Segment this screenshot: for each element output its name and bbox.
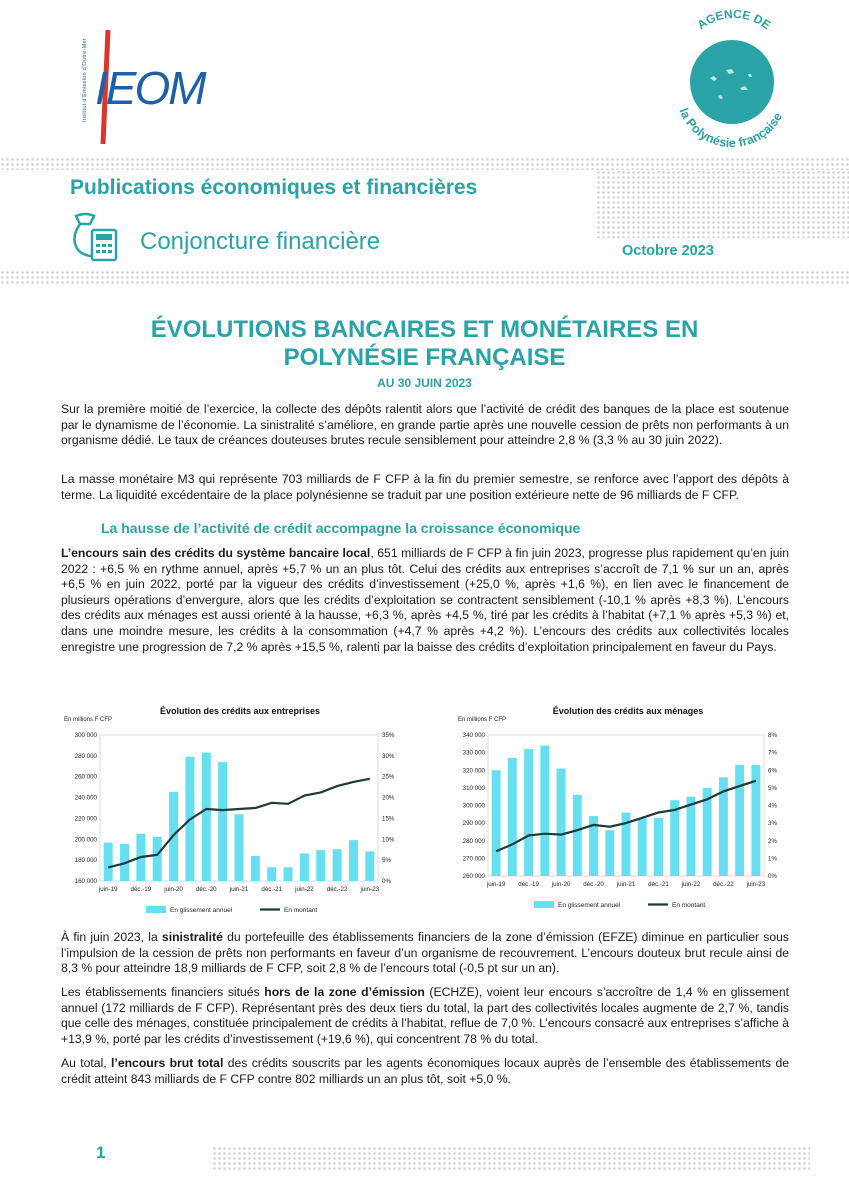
bar-glissement [524, 749, 533, 876]
bar-glissement [153, 837, 162, 881]
bar-glissement [218, 762, 227, 881]
seal-top-text: AGENCE DE [694, 8, 774, 33]
right-tick-label: 4% [768, 802, 777, 810]
x-tick-label: déc.-22 [326, 886, 348, 893]
x-tick-label: juin-21 [616, 881, 636, 888]
right-tick-label: 0% [382, 878, 391, 885]
bar-glissement [686, 797, 695, 876]
bar-glissement [333, 849, 342, 881]
section-paragraph [61, 546, 789, 655]
bar-glissement [654, 818, 663, 876]
intro-paragraph-1: Sur la première moitié de l’exercice, la collecte des dépôts ralentit alors que l’activité de crédit des banques de la place est soutenue par le dynamisme de l’économie. La sinistralité s’améliore, en grande partie après une nouvelle cession de prêts non performants à un organisme dédié. Le taux de créances douteuses brutes recule sensiblement pour atteindre 2,8 % (3,3 % au 30 juin 2022). [61, 402, 789, 448]
right-tick-label: 5% [382, 857, 391, 865]
left-tick-label: 280 000 [74, 752, 97, 760]
conjoncture-title: Conjoncture financière [140, 228, 381, 255]
x-tick-label: juin-20 [551, 881, 571, 888]
section-paragraph-text: , 651 milliards de F CFP à fin juin 2023, progresse plus rapidement qu’en juin 2022 : +6,5 % en rythme annuel, après +5,7 % un an plus tôt. Celui des crédits aux entreprises s’accroît de 7,1 % sur un an, après +6,5 % en juin 2022, porté par la vigueur des crédits d’investissement (+25,0 %, après +1,6 %), en lien avec le financement de plusieurs opérations d’envergure, alors que les crédits d’exploitation se contractent sensiblement (-10,1 % après +8,3 %). L’encours des crédits aux ménages est aussi orienté à la hausse, +6,3 %, après +4,5 %, tiré par les crédits à l’habitat (+7,1 % après +5,3 %) et, dans une moindre mesure, les crédits à la consommation (+4,7 % après +4,2 %). L’encours des crédits aux collectivités locales enregistre une progression de 7,2 % après +15,5 %, ralenti par la baisse des crédits d’exploitation principalement en faveur du Pays. [61, 546, 789, 654]
x-tick-label: déc.-21 [648, 881, 669, 888]
legend-label-bar: En glissement annuel [558, 902, 621, 909]
left-tick-label: 160 000 [74, 878, 97, 885]
title-line-2: POLYNÉSIE FRANÇAISE [283, 344, 566, 371]
x-tick-label: déc.-20 [583, 881, 604, 888]
left-tick-label: 300 000 [462, 802, 485, 810]
bar-glissement [557, 768, 566, 876]
right-tick-label: 2% [768, 837, 777, 845]
right-tick-label: 20% [382, 794, 395, 802]
left-tick-label: 260 000 [462, 873, 485, 880]
left-tick-label: 180 000 [74, 857, 97, 865]
total-bold: l’encours brut total [111, 1056, 224, 1070]
x-tick-label: déc.-19 [518, 881, 539, 888]
left-tick-label: 200 000 [74, 836, 97, 844]
x-tick-label: déc.-22 [713, 881, 734, 888]
bar-glissement [670, 800, 679, 876]
bar-glissement [540, 746, 549, 876]
bar-glissement [508, 758, 517, 876]
right-tick-label: 3% [768, 820, 777, 828]
dotted-band-bottom [0, 270, 849, 286]
legend-label-line: En montant [672, 902, 706, 909]
left-tick-label: 320 000 [462, 767, 485, 775]
seal-bottom-text: la Polynésie française [676, 106, 786, 151]
sinistralite-bold: sinistralité [161, 930, 223, 944]
left-tick-label: 270 000 [462, 855, 485, 863]
legend-label-bar: En glissement annuel [170, 907, 233, 914]
bar-glissement [284, 867, 293, 881]
x-tick-label: juin-20 [164, 886, 183, 893]
left-tick-label: 310 000 [462, 784, 485, 792]
sinistralite-text-a: À fin juin 2023, la [61, 930, 162, 944]
right-tick-label: 10% [382, 836, 395, 844]
x-tick-label: juin-23 [360, 886, 380, 893]
sinistralite-text-b: du portefeuille des établissements financiers de la zone d’émission (EFZE) diminue en particulier sous l’impulsion de la cession de prêts non performants en faveur d’un organisme de recouvrement. L’encours douteux brut recule ainsi de 8,3 % pour atteindre 18,9 milliards de F CFP, soit 2,8 % de l’encours total (-0,5 pt sur un an). [61, 930, 789, 976]
x-tick-label: juin-22 [681, 881, 701, 888]
publication-date: Octobre 2023 [622, 243, 714, 259]
title-line-1: ÉVOLUTIONS BANCAIRES ET MONÉTAIRES EN [150, 316, 699, 343]
right-tick-label: 1% [768, 855, 777, 863]
x-tick-label: déc.-20 [195, 886, 217, 893]
x-tick-label: juin-21 [229, 886, 249, 893]
left-tick-label: 300 000 [74, 732, 97, 739]
bar-glissement [104, 843, 113, 881]
echze-text-a: Les établissements financiers situés [61, 985, 265, 999]
x-tick-label: juin-19 [486, 881, 506, 888]
bar-glissement [316, 850, 325, 881]
right-tick-label: 0% [768, 873, 777, 880]
bar-glissement [349, 840, 358, 881]
dotted-band-header-right [596, 170, 849, 238]
page-title [0, 316, 849, 372]
right-tick-label: 30% [382, 752, 395, 760]
bar-glissement [267, 867, 276, 881]
legend-swatch-bar [146, 906, 166, 913]
right-tick-label: 6% [768, 767, 777, 775]
chart-unit-label: En millions F CFP [64, 717, 113, 723]
section-paragraph-bold: L’encours sain des crédits du système bancaire local [61, 546, 371, 560]
money-calculator-icon [66, 208, 122, 264]
right-tick-label: 8% [768, 732, 777, 739]
right-tick-label: 7% [768, 749, 777, 757]
chart-credits-entreprises [56, 700, 416, 920]
total-text-a: Au total, [61, 1056, 112, 1070]
logo-text: IEOM [95, 62, 205, 114]
dotted-band-footer [212, 1146, 810, 1172]
seal-disc [690, 40, 774, 124]
echze-bold: hors de la zone d’émission [264, 985, 425, 999]
left-tick-label: 280 000 [462, 837, 485, 845]
logo-vertical-text: Institut d'Émission d'Outre-Mer [82, 37, 88, 122]
bar-glissement [492, 770, 501, 876]
section-heading: La hausse de l’activité de crédit accompagne la croissance économique [101, 520, 581, 536]
echze-text-b: (ECHZE), voient leur encours s’accroître de 1,4 % en glissement annuel (172 milliards de F CFP). Représentant près des deux tiers du total, la part des collectivités locales augmente de 2,7 %, tandis que celle des ménages, constituée principalement de crédits à l’habitat, reflue de 7,0 %. L’encours consacré aux entreprises s’affiche à +13,9 %, porté par les crédits d’investissement (+19,6 %), qui concentrent 78 % du total. [61, 985, 789, 1046]
left-tick-label: 260 000 [74, 773, 97, 781]
left-tick-label: 290 000 [462, 820, 485, 828]
bar-glissement [573, 795, 582, 876]
sinistralite-paragraph [61, 930, 789, 977]
x-tick-label: juin-19 [98, 886, 118, 893]
left-tick-label: 240 000 [74, 794, 97, 802]
x-tick-label: déc.-19 [130, 886, 152, 893]
ieom-logo [62, 24, 222, 144]
publication-title: Publications économiques et financières [70, 176, 478, 199]
page-subtitle: AU 30 JUIN 2023 [377, 376, 472, 390]
bar-glissement [735, 765, 744, 876]
chart-title: Évolution des crédits aux entreprises [159, 706, 321, 716]
total-paragraph [61, 1056, 789, 1087]
left-tick-label: 340 000 [462, 732, 485, 739]
legend-label-line: En montant [284, 907, 318, 914]
total-text-b: des crédits souscrits par les agents économiques locaux auprès de l’ensemble des établissements de crédit atteint 843 milliards de F CFP contre 802 milliards un an plus tôt, soit +5,0 %. [61, 1056, 790, 1086]
agency-seal [656, 8, 808, 160]
x-tick-label: juin-23 [746, 881, 766, 888]
x-tick-label: déc.-21 [261, 886, 283, 893]
chart-credits-menages [448, 700, 793, 920]
bar-glissement [638, 818, 647, 876]
bar-glissement [202, 753, 211, 881]
right-tick-label: 15% [382, 815, 395, 823]
page-number: 1 [96, 1143, 106, 1162]
left-tick-label: 220 000 [74, 815, 97, 823]
legend-swatch-bar [534, 901, 554, 908]
bar-glissement [235, 814, 244, 881]
right-tick-label: 5% [768, 784, 777, 792]
right-tick-label: 35% [382, 732, 395, 739]
bar-glissement [605, 830, 614, 876]
chart-unit-label: En millions F CFP [458, 717, 507, 723]
chart-title: Évolution des crédits aux ménages [552, 706, 704, 716]
bar-glissement [365, 851, 374, 881]
bar-glissement [251, 856, 260, 881]
right-tick-label: 25% [382, 773, 395, 781]
bar-glissement [300, 853, 309, 881]
x-tick-label: juin-22 [295, 886, 314, 893]
echze-paragraph [61, 985, 789, 1047]
intro-paragraph-2: La masse monétaire M3 qui représente 703 milliards de F CFP à la fin du premier semestre, se renforce avec l’apport des dépôts à terme. La liquidité excédentaire de la place polynésienne se traduit par une position extérieure nette de 96 milliards de F CFP. [61, 472, 789, 502]
left-tick-label: 330 000 [462, 749, 485, 757]
